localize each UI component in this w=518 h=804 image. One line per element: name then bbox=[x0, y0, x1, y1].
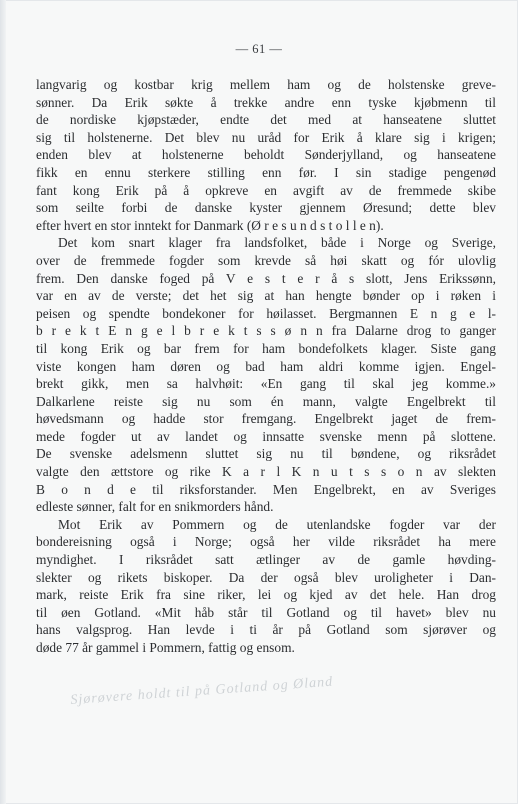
text-line: døde 77 år gammel i Pommern, fattig og ensom. bbox=[36, 640, 295, 655]
text-line: sig til holstenerne. Det blev nu uråd for Erik å klare sig i krigen; bbox=[36, 129, 496, 145]
text-line: efter hvert en stor inntekt for Danmark (Ø r e s u n d s t o l l e n). bbox=[36, 217, 384, 233]
body-text bbox=[36, 76, 496, 657]
text-line: Det kom snart klager fra landsfolket, både i Norge og Sverige, bbox=[58, 235, 496, 251]
text-line: langvarig og kostbar krig mellem ham og de holstenske greve- bbox=[36, 77, 496, 92]
text-line: fant kong Erik på å opkreve en avgift av de fremmede skibe bbox=[36, 182, 496, 198]
pencil-annotation: Sjørøvere holdt til på Gotland og Øland bbox=[69, 674, 334, 708]
text-line: viste kongen ham døren og bad ham aldri komme igjen. Engel- bbox=[36, 358, 496, 374]
text-line: edleste sønner, falt for en snikmorders hånd. bbox=[36, 499, 274, 515]
text-line: myndighet. I riksrådet satt ætlinger av de gamle høvding- bbox=[36, 552, 496, 568]
text-line: hans valgsprog. Han levde i ti år på Gotland som sjørøver og bbox=[36, 622, 496, 638]
text-line: sønner. Da Erik søkte å trekke andre enn tyske kjøbmenn til bbox=[36, 94, 496, 110]
text-line: Mot Erik av Pommern og de utenlandske fogder var der bbox=[58, 516, 496, 532]
text-line: slekter og rikets biskoper. Da der også blev uroligheter i Dan- bbox=[36, 569, 496, 585]
text-line: De svenske adelsmenn sluttet sig nu til bøndene, og riksrådet bbox=[36, 446, 496, 462]
text-line: som seilte forbi de danske kyster gjennem Øresund; dette blev bbox=[36, 200, 496, 216]
text-line: fikk en ennu sterkere stilling enn før. I sin stadige pengenød bbox=[36, 164, 496, 180]
text-line: b r e k t E n g e l b r e k t s s ø n n fra Dalarne drog to ganger bbox=[36, 323, 496, 339]
text-line: enden blev at holstenerne beholdt Sønderjylland, og hanseatene bbox=[36, 147, 496, 163]
text-line: de nordiske kjøpstæder, endte det med at hanseatene sluttet bbox=[36, 112, 496, 128]
paragraph-2 bbox=[36, 234, 496, 516]
paragraph-3 bbox=[36, 516, 496, 657]
text-line: bondereisning også i Norge; også her vilde riksrådet ha mere bbox=[36, 534, 496, 550]
text-line: mark, reiste Erik fra sine riker, lei og kjed av det hele. Han drog bbox=[36, 587, 496, 603]
text-line: valgte den ættstore og rike K a r l K n u t s s o n av slekten bbox=[36, 464, 496, 480]
text-line: til øen Gotland. «Mit håb står til Gotland og til havet» blev nu bbox=[36, 604, 496, 620]
text-line: brekt gikk, men sa halvhøit: «En gang til skal jeg komme.» bbox=[36, 376, 496, 392]
text-line: til kong Erik og bar frem for ham bondefolkets klager. Siste gang bbox=[36, 340, 496, 356]
page-edge-shadow bbox=[0, 0, 6, 804]
text-line: mede fogder ut av landet og innsatte svenske menn på slottene. bbox=[36, 428, 496, 444]
paragraph-1 bbox=[36, 76, 496, 234]
page-number: — 61 — bbox=[235, 42, 283, 56]
text-line: var en av de verste; det het sig at han hengte bønder op i røken i bbox=[36, 288, 496, 304]
text-line: peisen og spendte bondekoner for høilasset. Bergmannen E n g e l- bbox=[36, 305, 496, 321]
text-line: over de fremmede fogder som krevde så høi skatt og fór ulovlig bbox=[36, 252, 496, 268]
text-line: høvedsmann og hadde stor fremgang. Engelbrekt jaget de frem- bbox=[36, 411, 496, 427]
text-line: B o n d e til riksforstander. Men Engelbrekt, en av Sveriges bbox=[36, 481, 496, 497]
text-line: Dalkarlene reiste sig nu som én mann, valgte Engelbrekt til bbox=[36, 393, 496, 409]
text-line: frem. Den danske foged på V e s t e r å s slott, Jens Erikssønn, bbox=[36, 270, 496, 286]
